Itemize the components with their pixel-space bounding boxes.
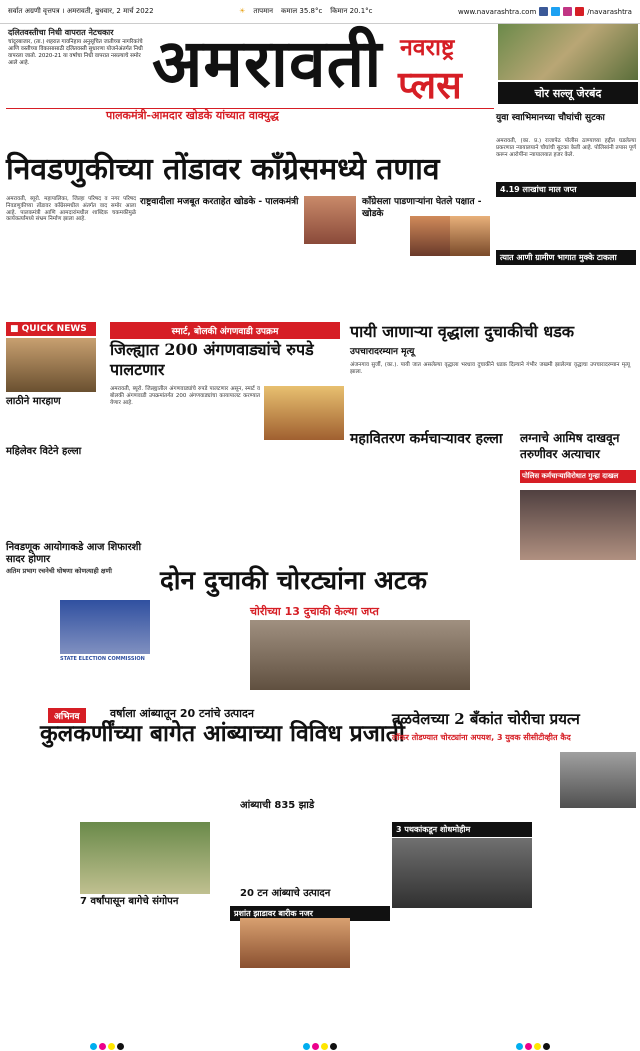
quick-news-h3-sub: अतिम प्रभाग रचनेची घोषणा कोणत्याही क्षणी [6, 567, 112, 575]
social-links [458, 7, 632, 16]
temp-min: किमान 20.1°c [330, 7, 373, 15]
talegaon-box-text: 3 पथकांकडून शोधमोहीम [396, 825, 471, 834]
mango-kicker: वर्षाला आंब्यातून 20 टनांचे उत्पादन [110, 707, 254, 720]
anganwadi-photo [264, 386, 344, 440]
social-handle[interactable]: /navarashtra [587, 7, 632, 16]
left-brief [8, 28, 148, 67]
logo-navrashtra: नवराष्ट्र [400, 35, 455, 61]
cmyk-dots-right [515, 1035, 551, 1051]
left-brief-headline: दलितवस्तीचा निधी वापरात नेटचकार [8, 28, 114, 37]
marriage-headline: लग्नाचे आमिष दाखवून तरुणीवर अत्याचार [520, 431, 620, 461]
mango-tree-photo [80, 822, 210, 894]
theft-headline: दोन दुचाकी चोरट्यांना अटक [160, 566, 427, 596]
accident-sub: उपचारादरम्यान मृत्यू [350, 347, 415, 357]
talegaon-sub: लॉकर तोडण्यात चोरट्यांना अपयश, 3 युवक सीसीटीव्हीत कैद [392, 733, 571, 742]
youtube-icon[interactable] [575, 7, 584, 16]
marriage-sub-text: पोलिस कर्मचाऱ्याविरोधात गुन्हा दाखल [522, 472, 619, 480]
weather [239, 7, 372, 16]
mango-box1: आंब्याची 835 झाडे [240, 800, 315, 811]
mango-headline: कुलकर्णींच्या बागेत आंब्याच्या विविध प्रजाती [40, 720, 405, 747]
election-caption: STATE ELECTION COMMISSION [60, 656, 145, 662]
theft-caption: चोरीच्या 13 दुचाकी केल्या जप्त [250, 605, 379, 618]
mango-box2: 20 टन आंब्याचे उत्पादन [240, 888, 331, 899]
leader-photo-2 [410, 216, 450, 256]
mango-box4-text: प्रशांत झाडावर बारीक नजर [234, 909, 313, 918]
right-body: अमरावती, (का. प्र.) राजापेठ पोलीस ठाण्याच्या हद्दीत घडलेल्या प्रकरणात न्यायालयाने चौघांची सुटका केली आहे. पोलिसांनी तपास पूर्ण करून आरोपींना न्यायालयात हजर केले. [496, 138, 636, 158]
quick-news-text: QUICK NEWS [21, 324, 87, 334]
anganwadi-headline: जिल्ह्यात 200 अंगणवाड्यांचे रुपडे पालटणार [110, 340, 314, 379]
quick-news-icon: ■ [10, 324, 19, 334]
logo-amravati: अमरावती [152, 24, 383, 102]
election-photo [60, 600, 150, 654]
right-banner-headline: चोर सल्लू जेरबंद [498, 82, 638, 104]
left-brief-body: चांदूरबाजार, (ता.) शहरात गावनिहाय अनुसूचित जातीच्या नागरिकांचे आणि वस्तीच्या विकासासाठी दलितवस्ती सुधारणा योजनेअंतर्गत निधी वापरला जातो. 2020-21 या वर्षाचा निधी वापरात नसल्याचे समोर आले आहे. [8, 39, 143, 66]
temp-max: कमाल 35.8°c [281, 7, 323, 15]
top-bar [0, 0, 640, 24]
quick-news-h2: महिलेवर विटेने हल्ला [6, 446, 82, 457]
logo-plus: प्लस [398, 63, 462, 107]
mango-box3: 7 वर्षांपासून बागेचे संगोपन [80, 896, 179, 907]
sun-icon: ☀ [239, 7, 246, 15]
talegaon-headline: तळवेलच्या 2 बँकांत चोरीचा प्रयत्न [392, 710, 580, 728]
bikes-photo [250, 620, 470, 690]
right-head-3-text: त्यात आणी ग्रामीण भागात मुक्के टाकला [500, 253, 617, 262]
anganwadi-kicker-text: स्मार्ट, बोलकी अंगणवाडी उपक्रम [171, 327, 279, 337]
marriage-photo [520, 490, 636, 560]
lead-sub-2: काँग्रेसला पाडणाऱ्यांना घेतले पक्षात - खोडके [362, 197, 482, 219]
talegaon-box [392, 822, 532, 837]
anganwadi-kicker [110, 322, 340, 339]
instagram-icon[interactable] [563, 7, 572, 16]
leader-photo-3 [450, 216, 490, 256]
quick-news-h1: लाठीने मारहाण [6, 396, 61, 407]
twitter-icon[interactable] [551, 7, 560, 16]
arrest-photo [498, 24, 638, 80]
cmyk-dots-left [89, 1035, 125, 1051]
quick-news-label [6, 322, 96, 336]
lead-headline: निवडणुकीच्या तोंडावर काँग्रेसमध्ये तणाव [6, 152, 440, 187]
right-head-2-text: 4.19 लाखांचा माल जप्त [500, 185, 577, 194]
cmyk-dots-mid [302, 1035, 338, 1051]
registration-marks [0, 1037, 640, 1051]
website-link[interactable]: www.navarashtra.com [458, 7, 537, 16]
mango-tag-text: अभिनव [54, 712, 80, 722]
right-head-2 [496, 182, 636, 197]
bank-photo-1 [560, 752, 636, 808]
quick-news-photo [6, 338, 96, 392]
accident-headline: पायी जाणाऱ्या वृद्धाला दुचाकीची धडक [350, 322, 575, 341]
anganwadi-body: अमरावती, ब्यूरो. जिल्ह्यातील अंगणवाड्यांचे रुपडे पालटणार असून, स्मार्ट व बोलकी अंगणवाडी उपक्रमांतर्गत 200 अंगणवाड्यांचा कायापालट करण्यात येणार आहे. [110, 386, 260, 406]
right-head-1: युवा स्वाभिमानच्या चौघांची सुटका [496, 113, 605, 123]
mahavitaran-headline: महावितरण कर्मचाऱ्यावर हल्ला [350, 431, 503, 447]
quick-news-h3: निवडणूक आयोगाकडे आज शिफारशी सादर होणार [6, 542, 142, 565]
cctv-photo [392, 838, 532, 908]
lead-body: अमरावती, ब्यूरो. महापालिका, जिल्हा परिषद व नगर परिषद निवडणुकीच्या तोंडावर काँग्रेसमधील अंतर्गत वाद समोर आला आहे. पालकमंत्री आणि आमदारांमधील शाब्दिक चकमकीमुळे कार्यकर्त्यांमध्ये संभ्रम निर्माण झाला आहे. [6, 196, 136, 223]
marriage-sub [520, 470, 636, 483]
right-head-3 [496, 250, 636, 265]
accident-body: अंजनगाव सुर्जी, (का.). पायी जात असलेल्या वृद्धाला भरधाव दुचाकीने धडक दिल्याने गंभीर जखमी झालेल्या वृद्धाचा उपचारादरम्यान मृत्यू झाला. [350, 362, 630, 375]
lead-kicker: पालकमंत्री-आमदार खोडके यांच्यात वाक्युद्ध [106, 109, 279, 122]
lead-sub-1: राष्ट्रवादीला मजबूत करताहेत खोडके - पालकमंत्री [140, 197, 299, 207]
mango-person-photo [240, 918, 350, 968]
temp-label: तापमान [253, 7, 274, 15]
edition-date: सर्वात अग्रणी वृत्तपत्र । अमरावती, बुधवार, 2 मार्च 2022 [8, 7, 154, 15]
facebook-icon[interactable] [539, 7, 548, 16]
masthead [0, 24, 640, 106]
